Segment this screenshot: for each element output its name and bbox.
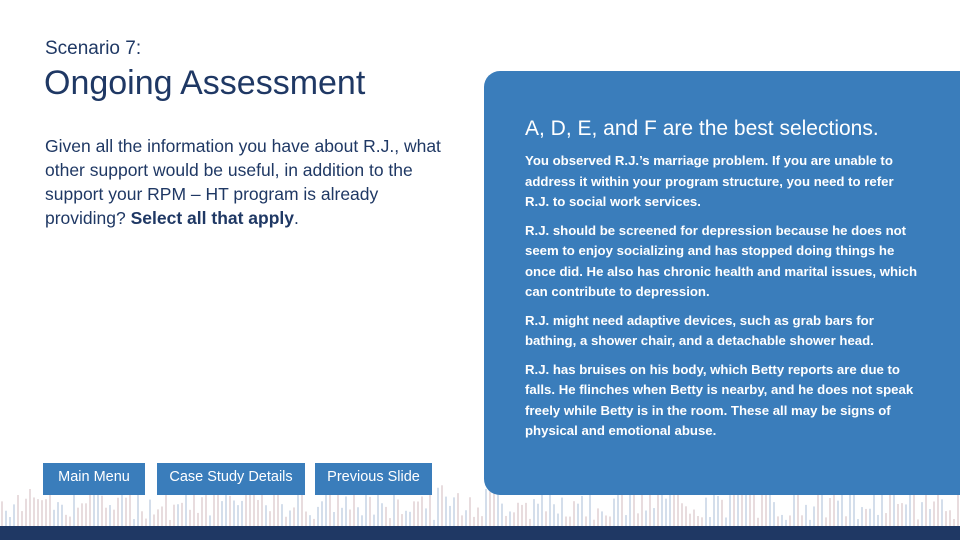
scenario-label: Scenario 7: [45,38,142,59]
question-emphasis: Select all that apply [130,208,295,228]
question-end: . [294,208,299,228]
answer-heading: A, D, E, and F are the best selections. [525,117,879,140]
previous-slide-button[interactable]: Previous Slide [315,463,432,495]
main-menu-button[interactable]: Main Menu [43,463,145,495]
question-body: Given all the information you have about R.J., what other support would be useful, in addition to the support your RPM – HT program is already providing? [45,136,441,228]
answer-body [525,151,920,450]
case-study-details-button[interactable]: Case Study Details [157,463,305,495]
question-text [45,134,455,230]
answer-panel [484,71,960,495]
answer-paragraph: R.J. has bruises on his body, which Betty reports are due to falls. He flinches when Betty is nearby, and he does not speak freely while Betty is in the room. These all may be signs of physical and emotional abuse. [525,361,914,438]
footer-bar [0,526,960,540]
answer-paragraph: R.J. should be screened for depression because he does not seem to enjoy socializing and has stopped doing things he once did. He also has chronic health and marital issues, which can contribute to depression. [525,222,918,299]
answer-paragraph: R.J. might need adaptive devices, such as grab bars for bathing, a shower chair, and a detachable shower head. [525,312,874,348]
page-title: Ongoing Assessment [44,64,366,102]
answer-paragraph: You observed R.J.’s marriage problem. If you are unable to address it within your program structure, you need to refer R.J. to social work services. [525,153,894,209]
